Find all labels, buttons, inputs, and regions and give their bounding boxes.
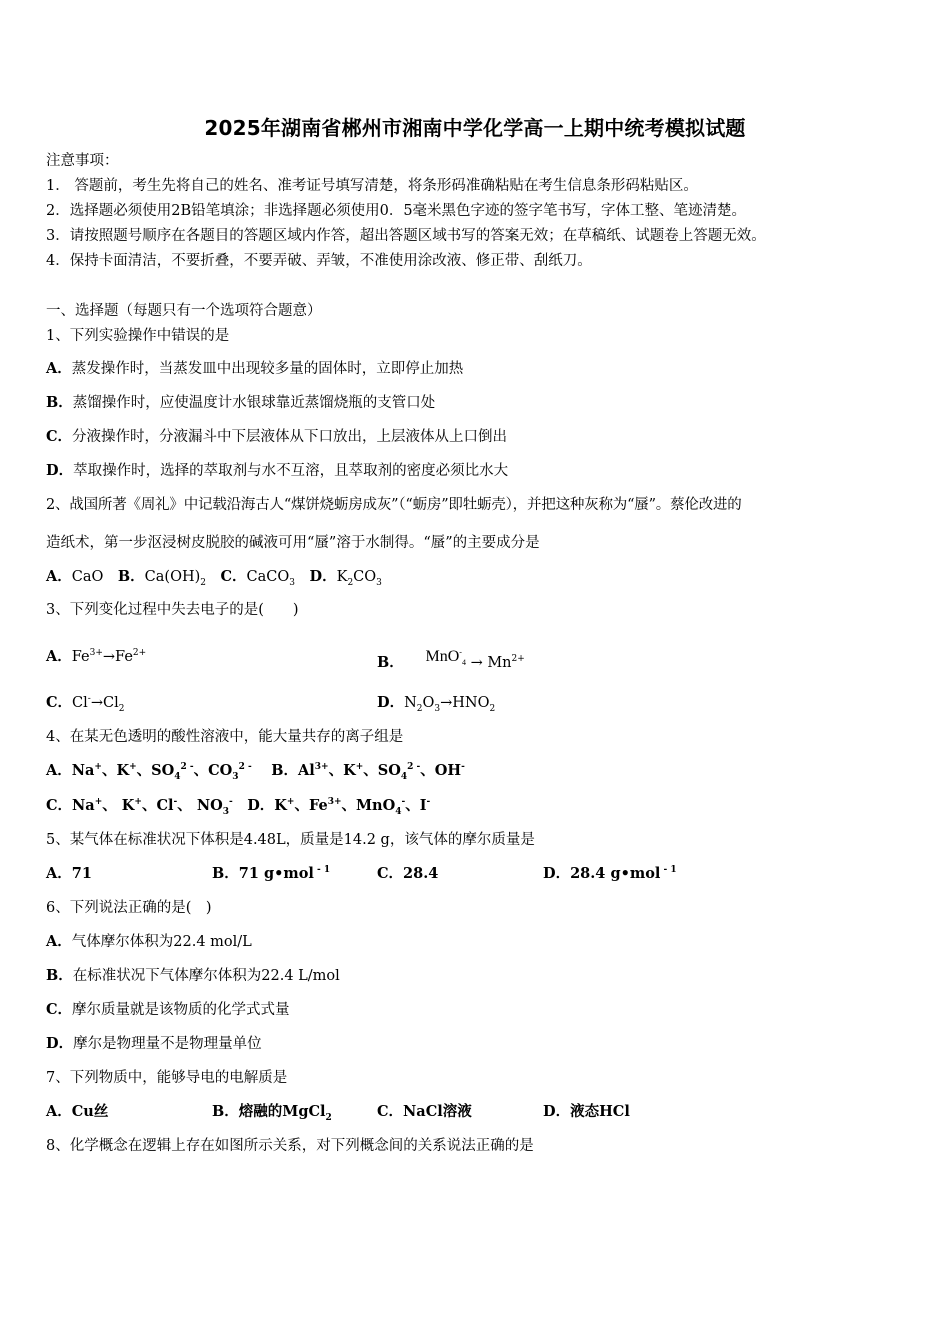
question-3-option-d: D．$N_2O_3\to HNO_2$	[377, 694, 496, 714]
question-1-option-b	[46, 393, 435, 413]
question-4-options-cd: C．Na+、 K+、Cl-、 $NO_3^-$ D．K+、$Fe^{3+}$、MnO$_4$-、I-	[46, 797, 431, 817]
option-label: A．	[46, 360, 72, 377]
question-5-stem: 5、某气体在标准状况下体积是4.48L，质量是14.2 g，该气体的摩尔质量是	[46, 832, 535, 848]
question-5-option-d: D．28.4 g•mol $^{- 1}$	[543, 865, 677, 882]
question-7-option-a: A．Cu丝	[46, 1103, 109, 1120]
question-1-option-c	[46, 427, 507, 447]
page-title: 2025年湖南省郴州市湘南中学化学高一上期中统考模拟试题	[204, 116, 746, 140]
question-6-stem: 6、下列说法正确的是( )	[46, 900, 212, 916]
notice-heading: 注意事项：	[46, 153, 119, 169]
question-2-options: A．CaO B．$Ca(OH)_2$ C．CaCO$_3$ D．$K_2CO_3$	[46, 568, 382, 588]
question-8-stem: 8、化学概念在逻辑上存在如图所示关系，对下列概念间的关系说法正确的是	[46, 1138, 534, 1154]
option-text: 蒸馏操作时，应使温度计水银球靠近蒸馏烧瓶的支管口处	[72, 395, 436, 411]
question-5-option-b: B．71 g•mol $^{- 1}$	[212, 865, 331, 882]
option-label: D．	[46, 462, 74, 479]
question-4-options-ab: A．Na+、K+、$SO_4^{2 -}$、$CO_3^{2 -}$ B．$Al^{3+}$、K+、$SO_4^{2 -}$、OH-	[46, 762, 465, 782]
question-6-option-c: C．摩尔质量就是该物质的化学式式量	[46, 1001, 290, 1018]
question-3-option-c: C．$Cl^-\to Cl_2$	[46, 694, 125, 714]
question-6-option-a: A．气体摩尔体积为22.4 mol/L	[46, 933, 252, 950]
question-3-stem: 3、下列变化过程中失去电子的是( )	[46, 602, 299, 618]
option-text: 萃取操作时，选择的萃取剂与水不互溶，且萃取剂的密度必须比水大	[73, 463, 509, 479]
option-text: 蒸发操作时，当蒸发皿中出现较多量的固体时，立即停止加热	[71, 361, 464, 377]
question-6-option-b: B．在标准状况下气体摩尔体积为22.4 L/mol	[46, 967, 340, 984]
question-5-option-c: C．28.4	[377, 865, 439, 882]
question-7-option-d: D．液态HCl	[543, 1103, 630, 1120]
question-1-option-d	[46, 461, 508, 481]
question-1-option-a	[46, 359, 463, 379]
option-text: 分液操作时，分液漏斗中下层液体从下口放出，上层液体从上口倒出	[72, 429, 508, 445]
question-2-stem: 2、战国所著《周礼》中记载沿海古人“煤饼烧蛎房成灰”（“蛎房”即牡蛎壳），并把这种灰称为“蜃”。蔡伦改进的	[46, 497, 742, 513]
notice-item: 4．保持卡面清洁，不要折叠，不要弄破、弄皱，不准使用涂改液、修正带、刮纸刀。	[46, 253, 592, 269]
section-heading: 一、选择题（每题只有一个选项符合题意）	[46, 303, 322, 319]
question-7-stem: 7、下列物质中，能够导电的电解质是	[46, 1070, 288, 1086]
notice-item: 3．请按照题号顺序在各题目的答题区域内作答，超出答题区域书写的答案无效；在草稿纸、试题卷上答题无效。	[46, 228, 766, 244]
option-label: B．	[46, 394, 73, 411]
question-4-stem: 4、在某无色透明的酸性溶液中，能大量共存的离子组是	[46, 729, 404, 745]
notice-item: 1． 答题前，考生先将自己的姓名、准考证号填写清楚，将条形码准确粘贴在考生信息条形码粘贴区。	[46, 178, 698, 194]
question-7-option-b: B．熔融的MgCl$_2$	[212, 1103, 332, 1123]
question-3-option-b: B． $MnO^-_4 \to Mn^{2+}$	[377, 647, 525, 671]
question-1-stem: 1、下列实验操作中错误的是	[46, 328, 230, 344]
question-2-stem-cont: 造纸术，第一步沤浸树皮脱胶的碱液可用“蜃”溶于水制得。“蜃”的主要成分是	[46, 535, 540, 551]
question-3-option-a: A．$Fe^{3+}\to Fe^{2+}$	[46, 648, 147, 665]
notice-item: 2．选择题必须使用2B铅笔填涂；非选择题必须使用0．5毫米黑色字迹的签字笔书写，字体工整、笔迹清楚。	[46, 203, 747, 219]
question-7-option-c: C．NaCl溶液	[377, 1103, 472, 1120]
question-6-option-d: D．摩尔是物理量不是物理量单位	[46, 1035, 262, 1052]
question-5-option-a: A．71	[46, 865, 92, 882]
option-label: C．	[46, 428, 73, 445]
